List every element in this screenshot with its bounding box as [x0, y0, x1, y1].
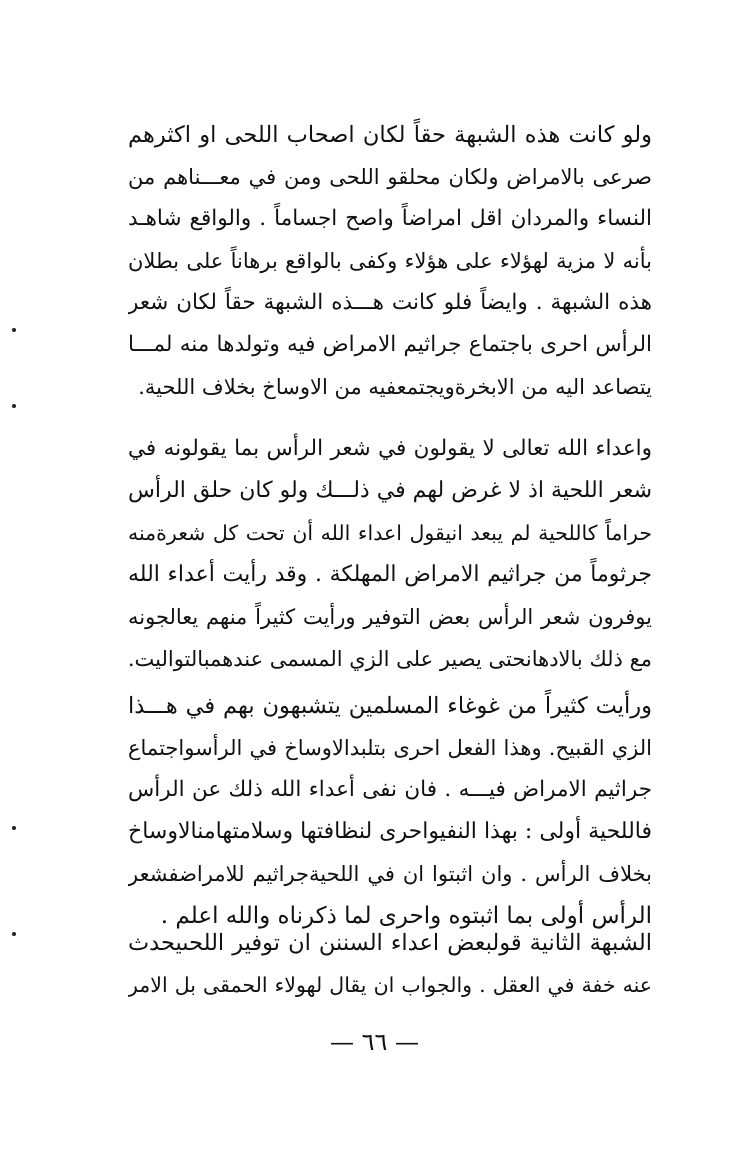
page-number: — ٦٦ — — [329, 1028, 420, 1056]
text-line: النساء والمردان اقل امراضاً واصح اجساماً . والواقع شاهـد — [128, 206, 652, 231]
margin-dot — [12, 826, 16, 830]
text-line: بأنه لا مزية لهؤلاء على هؤلاء وكفى بالواقع برهاناً على بطلان — [128, 249, 652, 273]
text-line: الزي القبيح. وهذا الفعل احرى بتلبدالاوساخ في الرأسواجتماع — [128, 736, 652, 760]
margin-dot — [12, 932, 16, 936]
text-line: مع ذلك بالادهانحتى يصير على الزي المسمى عندهمبالتواليت. — [128, 647, 652, 671]
text-line: ورأيت كثيراً من غوغاء المسلمين يتشبهون بهم في هـــذا — [128, 693, 652, 719]
paragraph-3 — [128, 685, 652, 937]
text-line: عنه خفة في العقل . والجواب ان يقال لهولاء الحمقى بل الامر — [128, 973, 652, 997]
text-line: الرأس احرى باجتماع جراثيم الامراض فيه وتولدها منه لمـــا — [128, 332, 652, 357]
text-line: شعر اللحية اذ لا غرض لهم في ذلـــك ولو كان حلق الرأس — [128, 478, 652, 503]
text-line: هذه الشبهة . وايضاً فلو كانت هـــذه الشبهة حقاً لكان شعر — [128, 290, 652, 315]
margin-dot — [12, 328, 16, 332]
text-line: جرثوماً من جراثيم الامراض المهلكة . وقد رأيت أعداء الله — [128, 562, 652, 587]
text-line: فاللحية أولى : بهذا النفيواحرى لنظافتها وسلامتهامنالاوساخ — [128, 819, 652, 844]
text-line: يوفرون شعر الرأس بعض التوفير ورأيت كثيراً منهم يعالجونه — [128, 605, 652, 629]
text-line: يتصاعد اليه من الابخرةويجتمعفيه من الاوساخ بخلاف اللحية. — [138, 375, 652, 399]
text-line: ولو كانت هذه الشبهة حقاً لكان اصحاب اللحى او اكثرهم — [128, 122, 652, 148]
margin-dot — [12, 404, 16, 408]
text-line: الرأس أولى بما اثبتوه واحرى لما ذكرناه والله اعلم . — [160, 903, 652, 929]
paragraph-4 — [128, 922, 652, 1006]
paragraph-1 — [128, 114, 652, 408]
text-line: جراثيم الامراض فيـــه . فان نفى أعداء الله ذلك عن الرأس — [128, 777, 652, 802]
text-line: واعداء الله تعالى لا يقولون في شعر الرأس بما يقولونه في — [128, 436, 652, 461]
text-line: الشبهة الثانية قولبعض اعداء السننن ان توفير اللحىيحدث — [128, 930, 652, 956]
text-line: صرعى بالامراض ولكان محلقو اللحى ومن في معـــناهم من — [128, 165, 652, 189]
paragraph-2 — [128, 428, 652, 680]
text-line: حراماً كاللحية لم يبعد انيقول اعداء الله أن تحت كل شعرةمنه — [128, 521, 652, 545]
text-line: بخلاف الرأس . وان اثبتوا ان في اللحيةجراثيم للامراضفشعر — [128, 862, 652, 886]
